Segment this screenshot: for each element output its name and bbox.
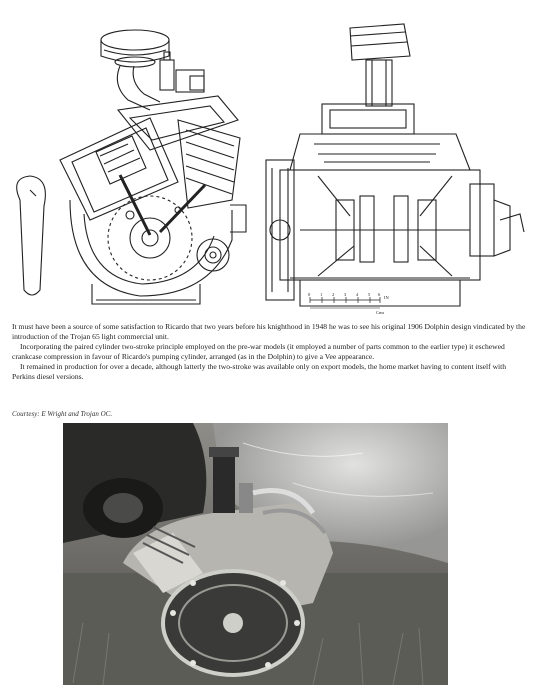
- engine-photograph: [63, 423, 448, 685]
- engine-photo-image: [63, 423, 448, 685]
- engine-side-section-drawing: [17, 30, 246, 304]
- engine-end-section-drawing: [266, 24, 524, 308]
- scale-tick-label: 2: [332, 292, 335, 297]
- scale-tick-label: 1: [320, 292, 323, 297]
- scale-unit-cms: Cms: [376, 310, 385, 315]
- scale-tick-label: 4: [356, 292, 359, 297]
- scale-tick-label: 5: [368, 292, 371, 297]
- scale-tick-label: 3: [344, 292, 347, 297]
- scale-tick-label: 0: [308, 292, 311, 297]
- engine-cross-section-drawings: [0, 0, 536, 322]
- photo-credit: Courtesy: E Wright and Trojan OC.: [12, 410, 113, 418]
- caption-paragraph-2: Incorporating the paired cylinder two-stroke principle employed on the pre-war models (it employed a number of parts common to the earlier type) it eschewed crankcase compression in favour of Ricardo's pumping cylinder, arranged (as in the Dolphin) to give a Vee appearance.: [12, 342, 505, 361]
- caption-paragraph-3: It remained in production for over a decade, although latterly the two-stroke was available only on export models, the home market having to content itself with Perkins diesel versions.: [12, 362, 507, 381]
- scale-tick-label: 6: [378, 292, 381, 297]
- caption-paragraph-1: It must have been a source of some satisfaction to Ricardo that two years before his knighthood in 1948 he was to see his original 1906 Dolphin design vindicated by the introduction of the Trojan 65 light commercial unit.: [12, 322, 526, 341]
- caption-block: [12, 322, 527, 382]
- scale-unit-inches: IN: [384, 295, 389, 300]
